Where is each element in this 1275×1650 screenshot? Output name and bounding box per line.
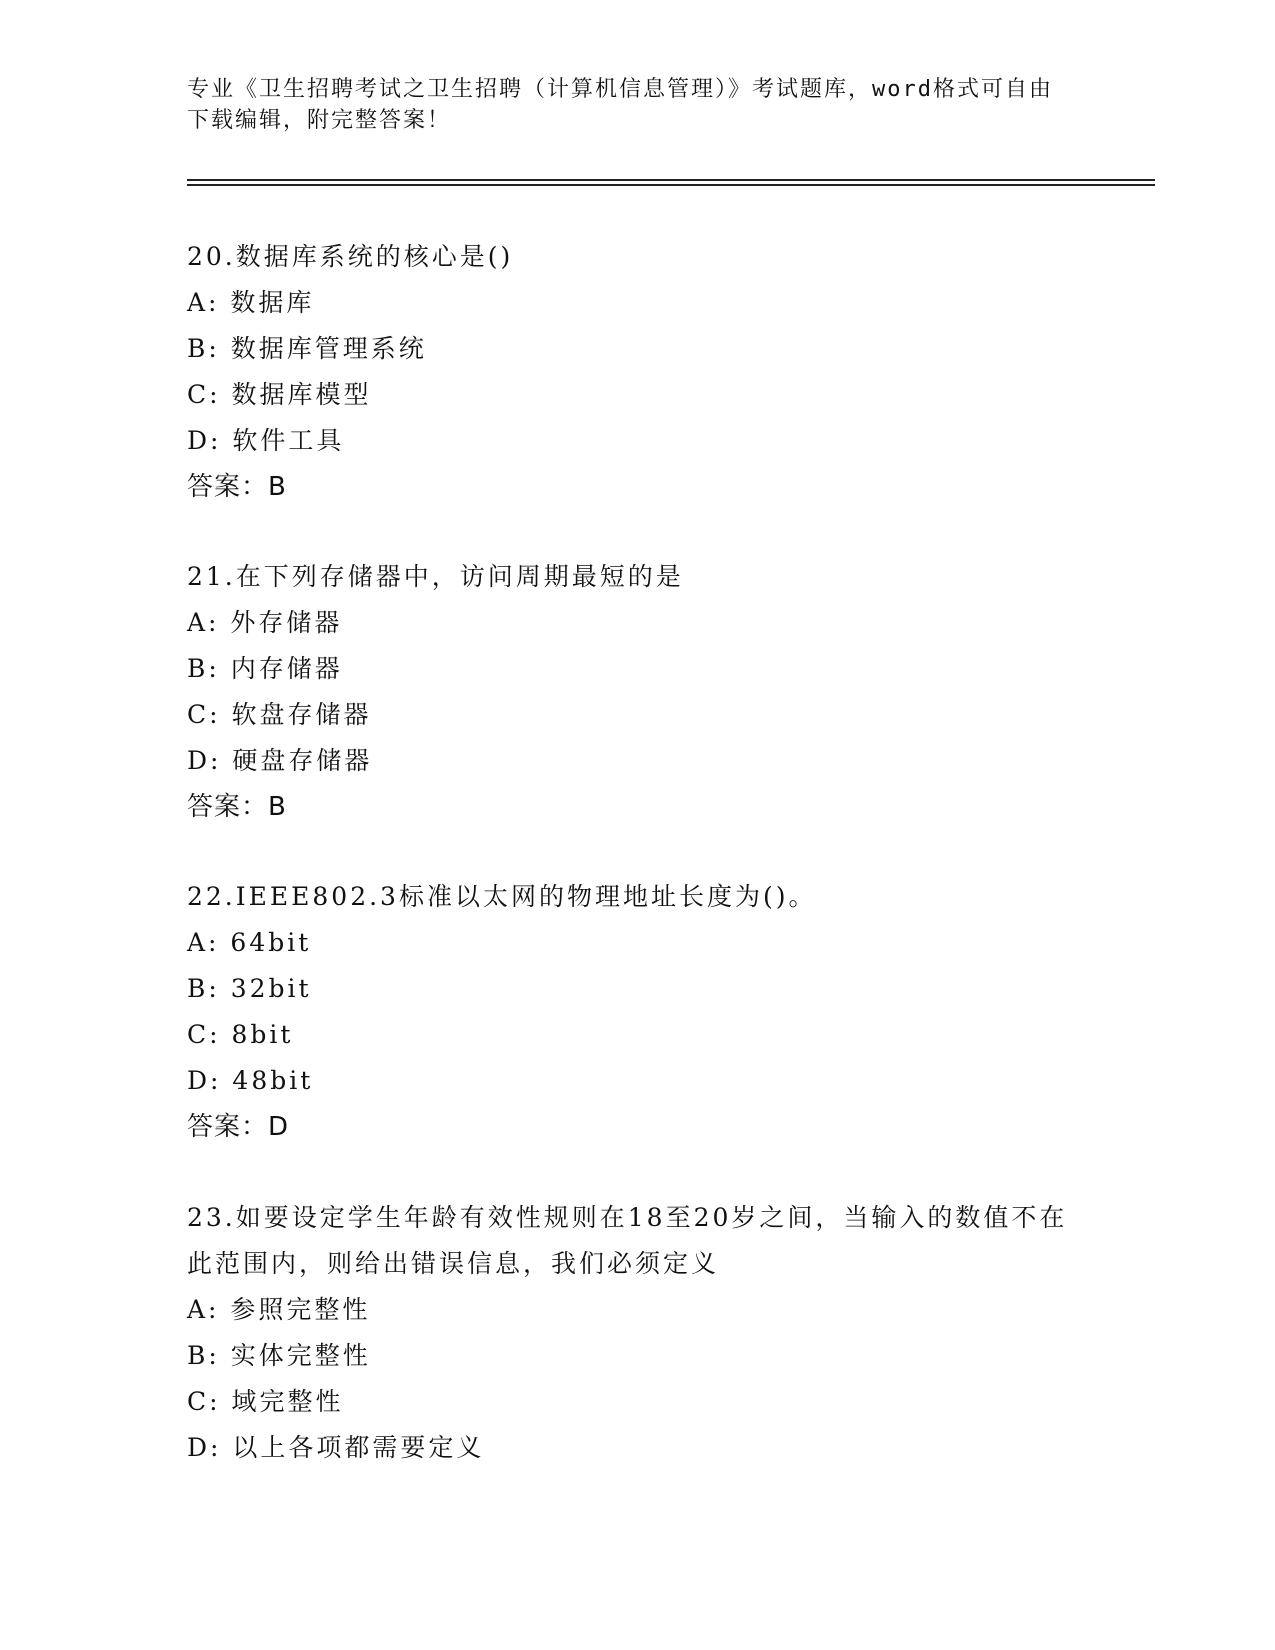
question-22: [187, 874, 1087, 1150]
option-b: B: 实体完整性: [187, 1341, 371, 1370]
option-c: C: 8bit: [187, 1020, 294, 1049]
option-a: A: 外存储器: [187, 608, 343, 637]
question-text: 21.在下列存储器中，访问周期最短的是: [187, 562, 684, 591]
question-23: [187, 1195, 1087, 1471]
question-20: [187, 234, 1087, 510]
option-d: D: 48bit: [187, 1066, 314, 1095]
header-divider-top: [187, 179, 1155, 181]
option-a: A: 参照完整性: [187, 1295, 371, 1324]
document-header: 专业《卫生招聘考试之卫生招聘（计算机信息管理）》考试题库，word格式可自由下载编辑，附完整答案！: [187, 77, 1053, 133]
option-c: C: 软盘存储器: [187, 700, 372, 729]
option-c: C: 数据库模型: [187, 380, 372, 409]
answer: 答案：B: [187, 792, 287, 822]
header-divider-bottom: [187, 184, 1155, 186]
option-a: A: 64bit: [187, 928, 312, 957]
question-21: [187, 554, 1087, 830]
option-d: D: 以上各项都需要定义: [187, 1433, 485, 1462]
option-b: B: 32bit: [187, 974, 312, 1003]
question-text: 23.如要设定学生年龄有效性规则在18至20岁之间，当输入的数值不在此范围内，则给出错误信息，我们必须定义: [187, 1203, 1068, 1278]
answer: 答案：B: [187, 472, 287, 502]
option-b: B: 数据库管理系统: [187, 334, 427, 363]
question-text: 20.数据库系统的核心是(): [187, 242, 514, 271]
option-d: D: 软件工具: [187, 426, 345, 455]
option-c: C: 域完整性: [187, 1387, 344, 1416]
question-text: 22.IEEE802.3标准以太网的物理地址长度为()。: [187, 882, 817, 911]
answer: 答案：D: [187, 1112, 290, 1142]
option-a: A: 数据库: [187, 288, 315, 317]
option-d: D: 硬盘存储器: [187, 746, 373, 775]
option-b: B: 内存储器: [187, 654, 343, 683]
